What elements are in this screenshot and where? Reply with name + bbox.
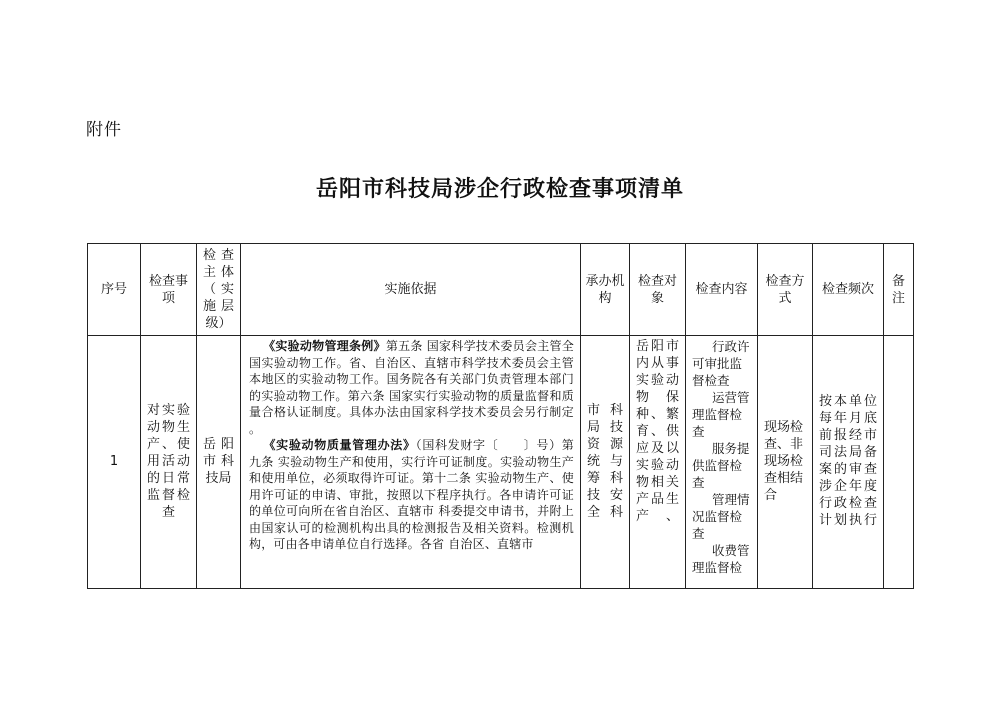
header-row [88,244,914,336]
law2-title: 《实验动物质量管理办法》 [263,438,416,452]
law2-text: （国科发财字〔 〕号）第九条 实验动物生产和使用，实行许可证制度。实验动物生产和使用单位，必须取得许可证。第十二条 实验动物生产、使用许可证的申请、审批，按照以下程序执行。各申请许可证的单位可向所在省自治区、直辖市 科委提交申请书，并附上由国家认可的检测机构出具的检测报告及相关资料。检测机构，可由各申请单位自行选择。各省 自治区、直辖市 [249,438,574,551]
document-title: 岳阳市科技局涉企行政检查事项清单 [315,176,684,202]
header-unit: 承办机构 [581,244,630,336]
cell-remark [884,336,914,589]
cell-content: 行政许可审批监督检查 运营管理监督检查 服务提供监督检查 管理情况监督检查 收费管理监督检 [686,336,758,589]
header-subject: 检查主体（实施层级） [197,244,241,336]
header-basis: 实施依据 [241,244,581,336]
header-item: 检查事项 [141,244,197,336]
header-object: 检查对象 [630,244,686,336]
cell-item: 对实验动物生产、使用活动的日常监督检查 [141,336,197,589]
table-row [88,336,914,589]
header-no: 序号 [88,244,141,336]
cell-subject: 岳阳市科技局 [197,336,241,589]
cell-basis [241,336,581,589]
cell-method: 现场检查、非现场检查相结合 [758,336,813,589]
cell-freq: 按本单位每年月底前报经市司法局备案的审查涉企年度行政检查计划执行 [813,336,884,589]
inspection-table [87,243,914,589]
law1-title: 《实验动物管理条例》 [263,339,386,353]
cell-no: 1 [88,336,141,589]
attachment-label: 附件 [86,120,122,140]
cell-object: 岳阳市内从事实验动物保种、繁育、供应及以实验动物相关产品生产、 [630,336,686,589]
header-content: 检查内容 [686,244,758,336]
header-freq: 检查频次 [813,244,884,336]
law1-text: 第五条 国家科学技术委员会主管全国实验动物工作。省、自治区、直辖市科学技术委员会主管本地区的实验动物工作。国务院各有关部门负责管理本部门的实验动物工作。第六条 国家实行实验动物的质量监督和质量合格认证制度。具体办法由国家科学技术委员会另行制定 。 [249,339,574,436]
header-remark: 备注 [884,244,914,336]
cell-unit: 市科局技资源统与筹科技安全科 [581,336,630,589]
header-method: 检查方式 [758,244,813,336]
